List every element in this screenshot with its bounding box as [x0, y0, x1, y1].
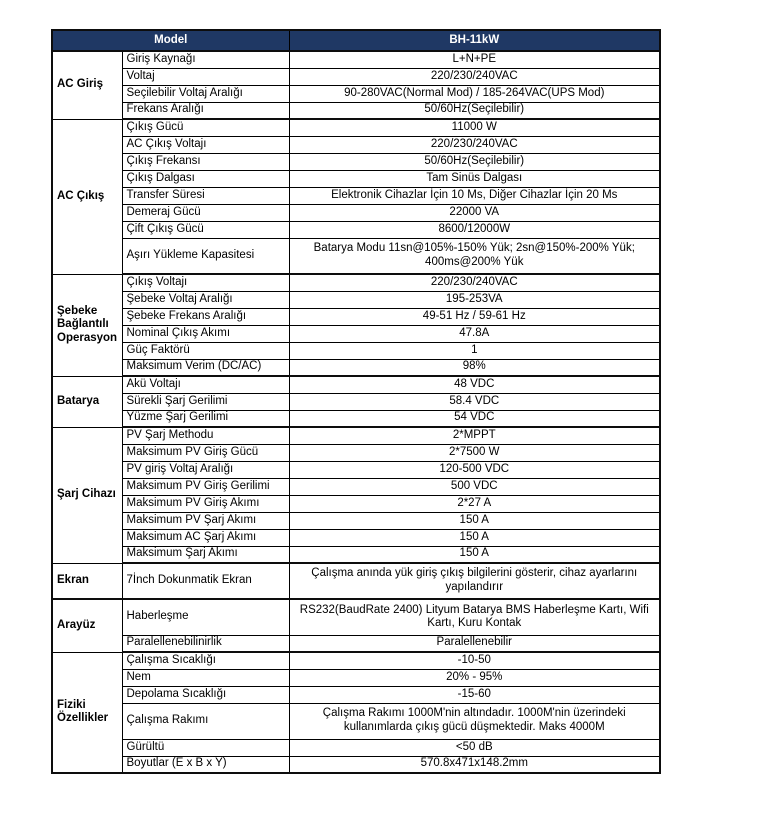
param-cell: Yüzme Şarj Gerilimi [122, 410, 289, 427]
param-cell: Çıkış Gücü [122, 119, 289, 136]
param-cell: Depolama Sıcaklığı [122, 686, 289, 703]
table-row [52, 563, 660, 599]
value-cell: 11000 W [289, 119, 660, 136]
param-cell: PV giriş Voltaj Aralığı [122, 461, 289, 478]
value-cell: Çalışma Rakımı 1000M'nin altındadır. 1000M'nin üzerindeki kullanımlarda çıkış gücü düşmektedir. Maks 4000M [289, 703, 660, 739]
category-cell: Arayüz [52, 599, 122, 652]
value-cell: Çalışma anında yük giriş çıkış bilgilerini gösterir, cihaz ayarlarını yapılandırır [289, 563, 660, 599]
table-row [52, 756, 660, 773]
category-cell: Şarj Cihazı [52, 427, 122, 563]
table-row [52, 221, 660, 238]
table-row [52, 393, 660, 410]
header-row [52, 30, 660, 51]
table-row [52, 119, 660, 136]
value-cell: <50 dB [289, 739, 660, 756]
table-row [52, 342, 660, 359]
table-row [52, 461, 660, 478]
table-row [52, 308, 660, 325]
value-cell: 48 VDC [289, 376, 660, 393]
table-row [52, 136, 660, 153]
table-row [52, 669, 660, 686]
param-cell: Maksimum Verim (DC/AC) [122, 359, 289, 376]
table-row [52, 85, 660, 102]
value-cell: 58.4 VDC [289, 393, 660, 410]
table-row [52, 529, 660, 546]
value-cell: 195-253VA [289, 291, 660, 308]
param-cell: Maksimum AC Şarj Akımı [122, 529, 289, 546]
category-cell: AC Çıkış [52, 119, 122, 274]
value-cell: Elektronik Cihazlar İçin 10 Ms, Diğer Cihazlar İçin 20 Ms [289, 187, 660, 204]
param-cell: Çift Çıkış Gücü [122, 221, 289, 238]
param-cell: Maksimum PV Giriş Gerilimi [122, 478, 289, 495]
param-cell: Paralellenebilinirlik [122, 635, 289, 652]
param-cell: Çalışma Sıcaklığı [122, 652, 289, 669]
table-row [52, 102, 660, 119]
value-cell: Tam Sinüs Dalgası [289, 170, 660, 187]
table-row [52, 274, 660, 291]
param-cell: Nem [122, 669, 289, 686]
param-cell: Çıkış Frekansı [122, 153, 289, 170]
table-row [52, 444, 660, 461]
value-cell: 220/230/240VAC [289, 274, 660, 291]
value-cell: 150 A [289, 546, 660, 563]
header-value-cell: BH-11kW [289, 30, 660, 51]
param-cell: Şebeke Voltaj Aralığı [122, 291, 289, 308]
param-cell: Gürültü [122, 739, 289, 756]
category-cell: Ekran [52, 563, 122, 599]
param-cell: Çalışma Rakımı [122, 703, 289, 739]
param-cell: Çıkış Voltajı [122, 274, 289, 291]
table-row [52, 187, 660, 204]
value-cell: 500 VDC [289, 478, 660, 495]
param-cell: Çıkış Dalgası [122, 170, 289, 187]
table-row [52, 410, 660, 427]
table-row [52, 51, 660, 68]
table-row [52, 635, 660, 652]
value-cell: 150 A [289, 529, 660, 546]
category-cell: Fiziki Özellikler [52, 652, 122, 773]
table-row [52, 478, 660, 495]
table-row [52, 686, 660, 703]
value-cell: 220/230/240VAC [289, 68, 660, 85]
value-cell: Paralellenebilir [289, 635, 660, 652]
param-cell: Maksimum PV Giriş Gücü [122, 444, 289, 461]
value-cell: 2*MPPT [289, 427, 660, 444]
param-cell: 7İnch Dokunmatik Ekran [122, 563, 289, 599]
param-cell: Şebeke Frekans Aralığı [122, 308, 289, 325]
param-cell: Haberleşme [122, 599, 289, 635]
value-cell: 2*27 A [289, 495, 660, 512]
table-row [52, 153, 660, 170]
table-row [52, 599, 660, 635]
value-cell: L+N+PE [289, 51, 660, 68]
value-cell: 47.8A [289, 325, 660, 342]
param-cell: AC Çıkış Voltajı [122, 136, 289, 153]
value-cell: 2*7500 W [289, 444, 660, 461]
table-row [52, 703, 660, 739]
table-row [52, 739, 660, 756]
param-cell: Güç Faktörü [122, 342, 289, 359]
value-cell: 54 VDC [289, 410, 660, 427]
param-cell: Demeraj Gücü [122, 204, 289, 221]
value-cell: 50/60Hz(Seçilebilir) [289, 153, 660, 170]
param-cell: Maksimum PV Giriş Akımı [122, 495, 289, 512]
table-row [52, 291, 660, 308]
value-cell: -15-60 [289, 686, 660, 703]
spec-table-body [52, 51, 660, 773]
category-cell: Batarya [52, 376, 122, 427]
table-row [52, 495, 660, 512]
table-row [52, 68, 660, 85]
param-cell: Maksimum Şarj Akımı [122, 546, 289, 563]
param-cell: Voltaj [122, 68, 289, 85]
table-row [52, 170, 660, 187]
table-row [52, 204, 660, 221]
table-row [52, 652, 660, 669]
param-cell: Akü Voltajı [122, 376, 289, 393]
param-cell: Seçilebilir Voltaj Aralığı [122, 85, 289, 102]
spec-table [51, 29, 661, 774]
value-cell: 8600/12000W [289, 221, 660, 238]
table-row [52, 325, 660, 342]
category-cell: AC Giriş [52, 51, 122, 119]
table-row [52, 546, 660, 563]
param-cell: Frekans Aralığı [122, 102, 289, 119]
value-cell: 98% [289, 359, 660, 376]
table-row [52, 512, 660, 529]
header-model-cell: Model [52, 30, 289, 51]
value-cell: 49-51 Hz / 59-61 Hz [289, 308, 660, 325]
value-cell: -10-50 [289, 652, 660, 669]
param-cell: PV Şarj Methodu [122, 427, 289, 444]
param-cell: Sürekli Şarj Gerilimi [122, 393, 289, 410]
value-cell: 570.8x471x148.2mm [289, 756, 660, 773]
value-cell: 20% - 95% [289, 669, 660, 686]
value-cell: 1 [289, 342, 660, 359]
param-cell: Nominal Çıkış Akımı [122, 325, 289, 342]
value-cell: 22000 VA [289, 204, 660, 221]
value-cell: RS232(BaudRate 2400) Lityum Batarya BMS Haberleşme Kartı, Wifi Kartı, Kuru Kontak [289, 599, 660, 635]
value-cell: 50/60Hz(Seçilebilir) [289, 102, 660, 119]
table-row [52, 427, 660, 444]
param-cell: Aşırı Yükleme Kapasitesi [122, 238, 289, 274]
table-row [52, 238, 660, 274]
param-cell: Giriş Kaynağı [122, 51, 289, 68]
table-row [52, 359, 660, 376]
value-cell: Batarya Modu 11sn@105%-150% Yük; 2sn@150%-200% Yük; 400ms@200% Yük [289, 238, 660, 274]
value-cell: 220/230/240VAC [289, 136, 660, 153]
param-cell: Maksimum PV Şarj Akımı [122, 512, 289, 529]
param-cell: Transfer Süresi [122, 187, 289, 204]
value-cell: 150 A [289, 512, 660, 529]
table-row [52, 376, 660, 393]
category-cell: Şebeke Bağlantılı Operasyon [52, 274, 122, 376]
value-cell: 120-500 VDC [289, 461, 660, 478]
param-cell: Boyutlar (E x B x Y) [122, 756, 289, 773]
value-cell: 90-280VAC(Normal Mod) / 185-264VAC(UPS Mod) [289, 85, 660, 102]
